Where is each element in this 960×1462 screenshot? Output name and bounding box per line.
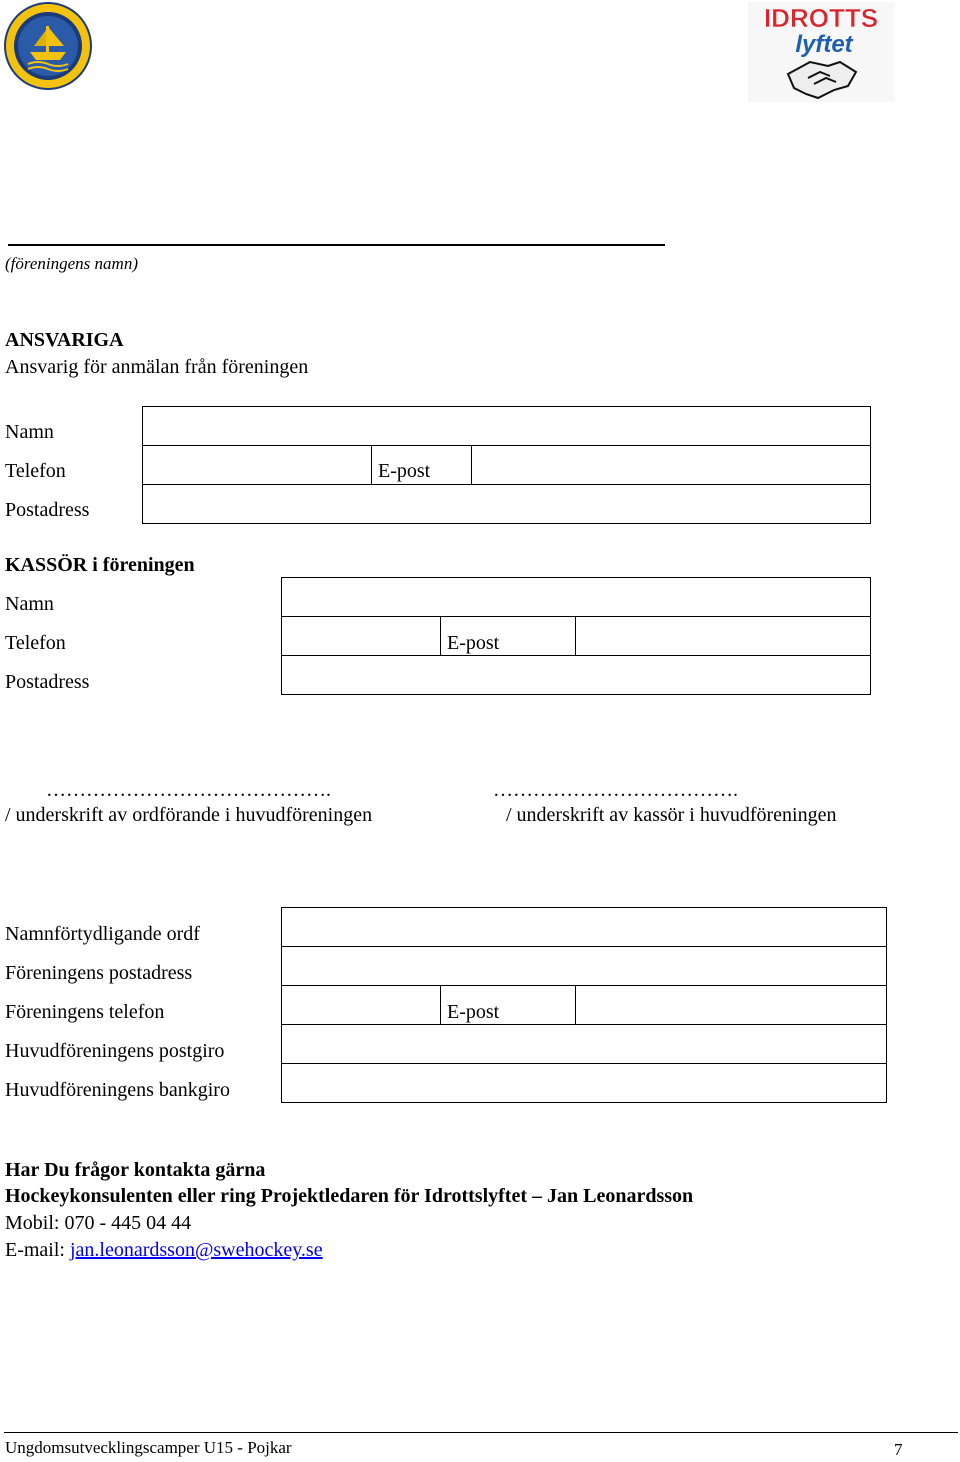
contact-line-2: Hockeykonsulenten eller ring Projektledaren för Idrottslyftet – Jan Leonardsson: [5, 1185, 694, 1207]
kassor-name-field[interactable]: [281, 577, 871, 617]
club-phone-label: Föreningens telefon: [5, 1001, 165, 1023]
club-address-label: Föreningens postadress: [5, 962, 193, 984]
idrottslyftet-logo: [748, 2, 894, 102]
kassor-heading: KASSÖR i föreningen: [5, 554, 195, 576]
contact-line-1: Har Du frågor kontakta gärna: [5, 1159, 266, 1181]
svenska-ishockeyforbundet-logo: [4, 2, 92, 90]
kassor-address-field[interactable]: [281, 655, 871, 695]
ansvarig-address-label: Postadress: [5, 499, 90, 521]
footer-title: Ungdomsutvecklingscamper U15 - Pojkar: [5, 1438, 292, 1457]
contact-mobile: Mobil: 070 - 445 04 44: [5, 1212, 192, 1234]
signature-chairman-line[interactable]: …………………………………….: [46, 779, 331, 801]
footer-page-number: 7: [894, 1440, 903, 1459]
ansvariga-subheading: Ansvarig för anmälan från föreningen: [5, 356, 309, 378]
ansvarig-name-field[interactable]: [142, 406, 871, 446]
club-name-caption: (föreningens namn): [5, 254, 138, 273]
contact-email-prefix: E-mail:: [5, 1239, 70, 1261]
signature-chairman-caption: / underskrift av ordförande i huvudföreningen: [5, 804, 373, 826]
ansvarig-phone-label: Telefon: [5, 460, 66, 482]
footer-divider: [4, 1432, 958, 1433]
club-name-line[interactable]: [8, 244, 665, 246]
postgiro-label: Huvudföreningens postgiro: [5, 1040, 225, 1062]
ansvarig-name-label: Namn: [5, 421, 54, 443]
club-phone-field[interactable]: [281, 985, 441, 1025]
kassor-name-label: Namn: [5, 593, 54, 615]
bankgiro-field[interactable]: [281, 1063, 887, 1103]
svg-text:lyftet: lyftet: [795, 31, 853, 58]
postgiro-field[interactable]: [281, 1024, 887, 1064]
contact-email-row: [5, 1238, 323, 1262]
signature-treasurer-line[interactable]: ……………………………….: [493, 779, 738, 801]
ansvarig-address-field[interactable]: [142, 484, 871, 524]
name-clarification-label: Namnförtydligande ordf: [5, 923, 200, 945]
ansvarig-email-field[interactable]: [471, 445, 871, 485]
club-address-field[interactable]: [281, 946, 887, 986]
club-email-field[interactable]: [575, 985, 887, 1025]
ansvarig-email-label: E-post: [378, 460, 431, 482]
svg-text:IDROTTS: IDROTTS: [763, 3, 879, 33]
ansvariga-heading: ANSVARIGA: [5, 329, 124, 351]
kassor-email-label: E-post: [447, 632, 500, 654]
kassor-address-label: Postadress: [5, 671, 90, 693]
kassor-phone-field[interactable]: [281, 616, 441, 656]
club-email-label: E-post: [447, 1001, 500, 1023]
contact-email-link[interactable]: jan.leonardsson@swehockey.se: [69, 1239, 323, 1261]
name-clarification-field[interactable]: [281, 907, 887, 947]
kassor-email-field[interactable]: [575, 616, 871, 656]
signature-treasurer-caption: / underskrift av kassör i huvudföreningen: [506, 804, 837, 826]
ansvarig-phone-field[interactable]: [142, 445, 372, 485]
kassor-phone-label: Telefon: [5, 632, 66, 654]
bankgiro-label: Huvudföreningens bankgiro: [5, 1079, 230, 1101]
